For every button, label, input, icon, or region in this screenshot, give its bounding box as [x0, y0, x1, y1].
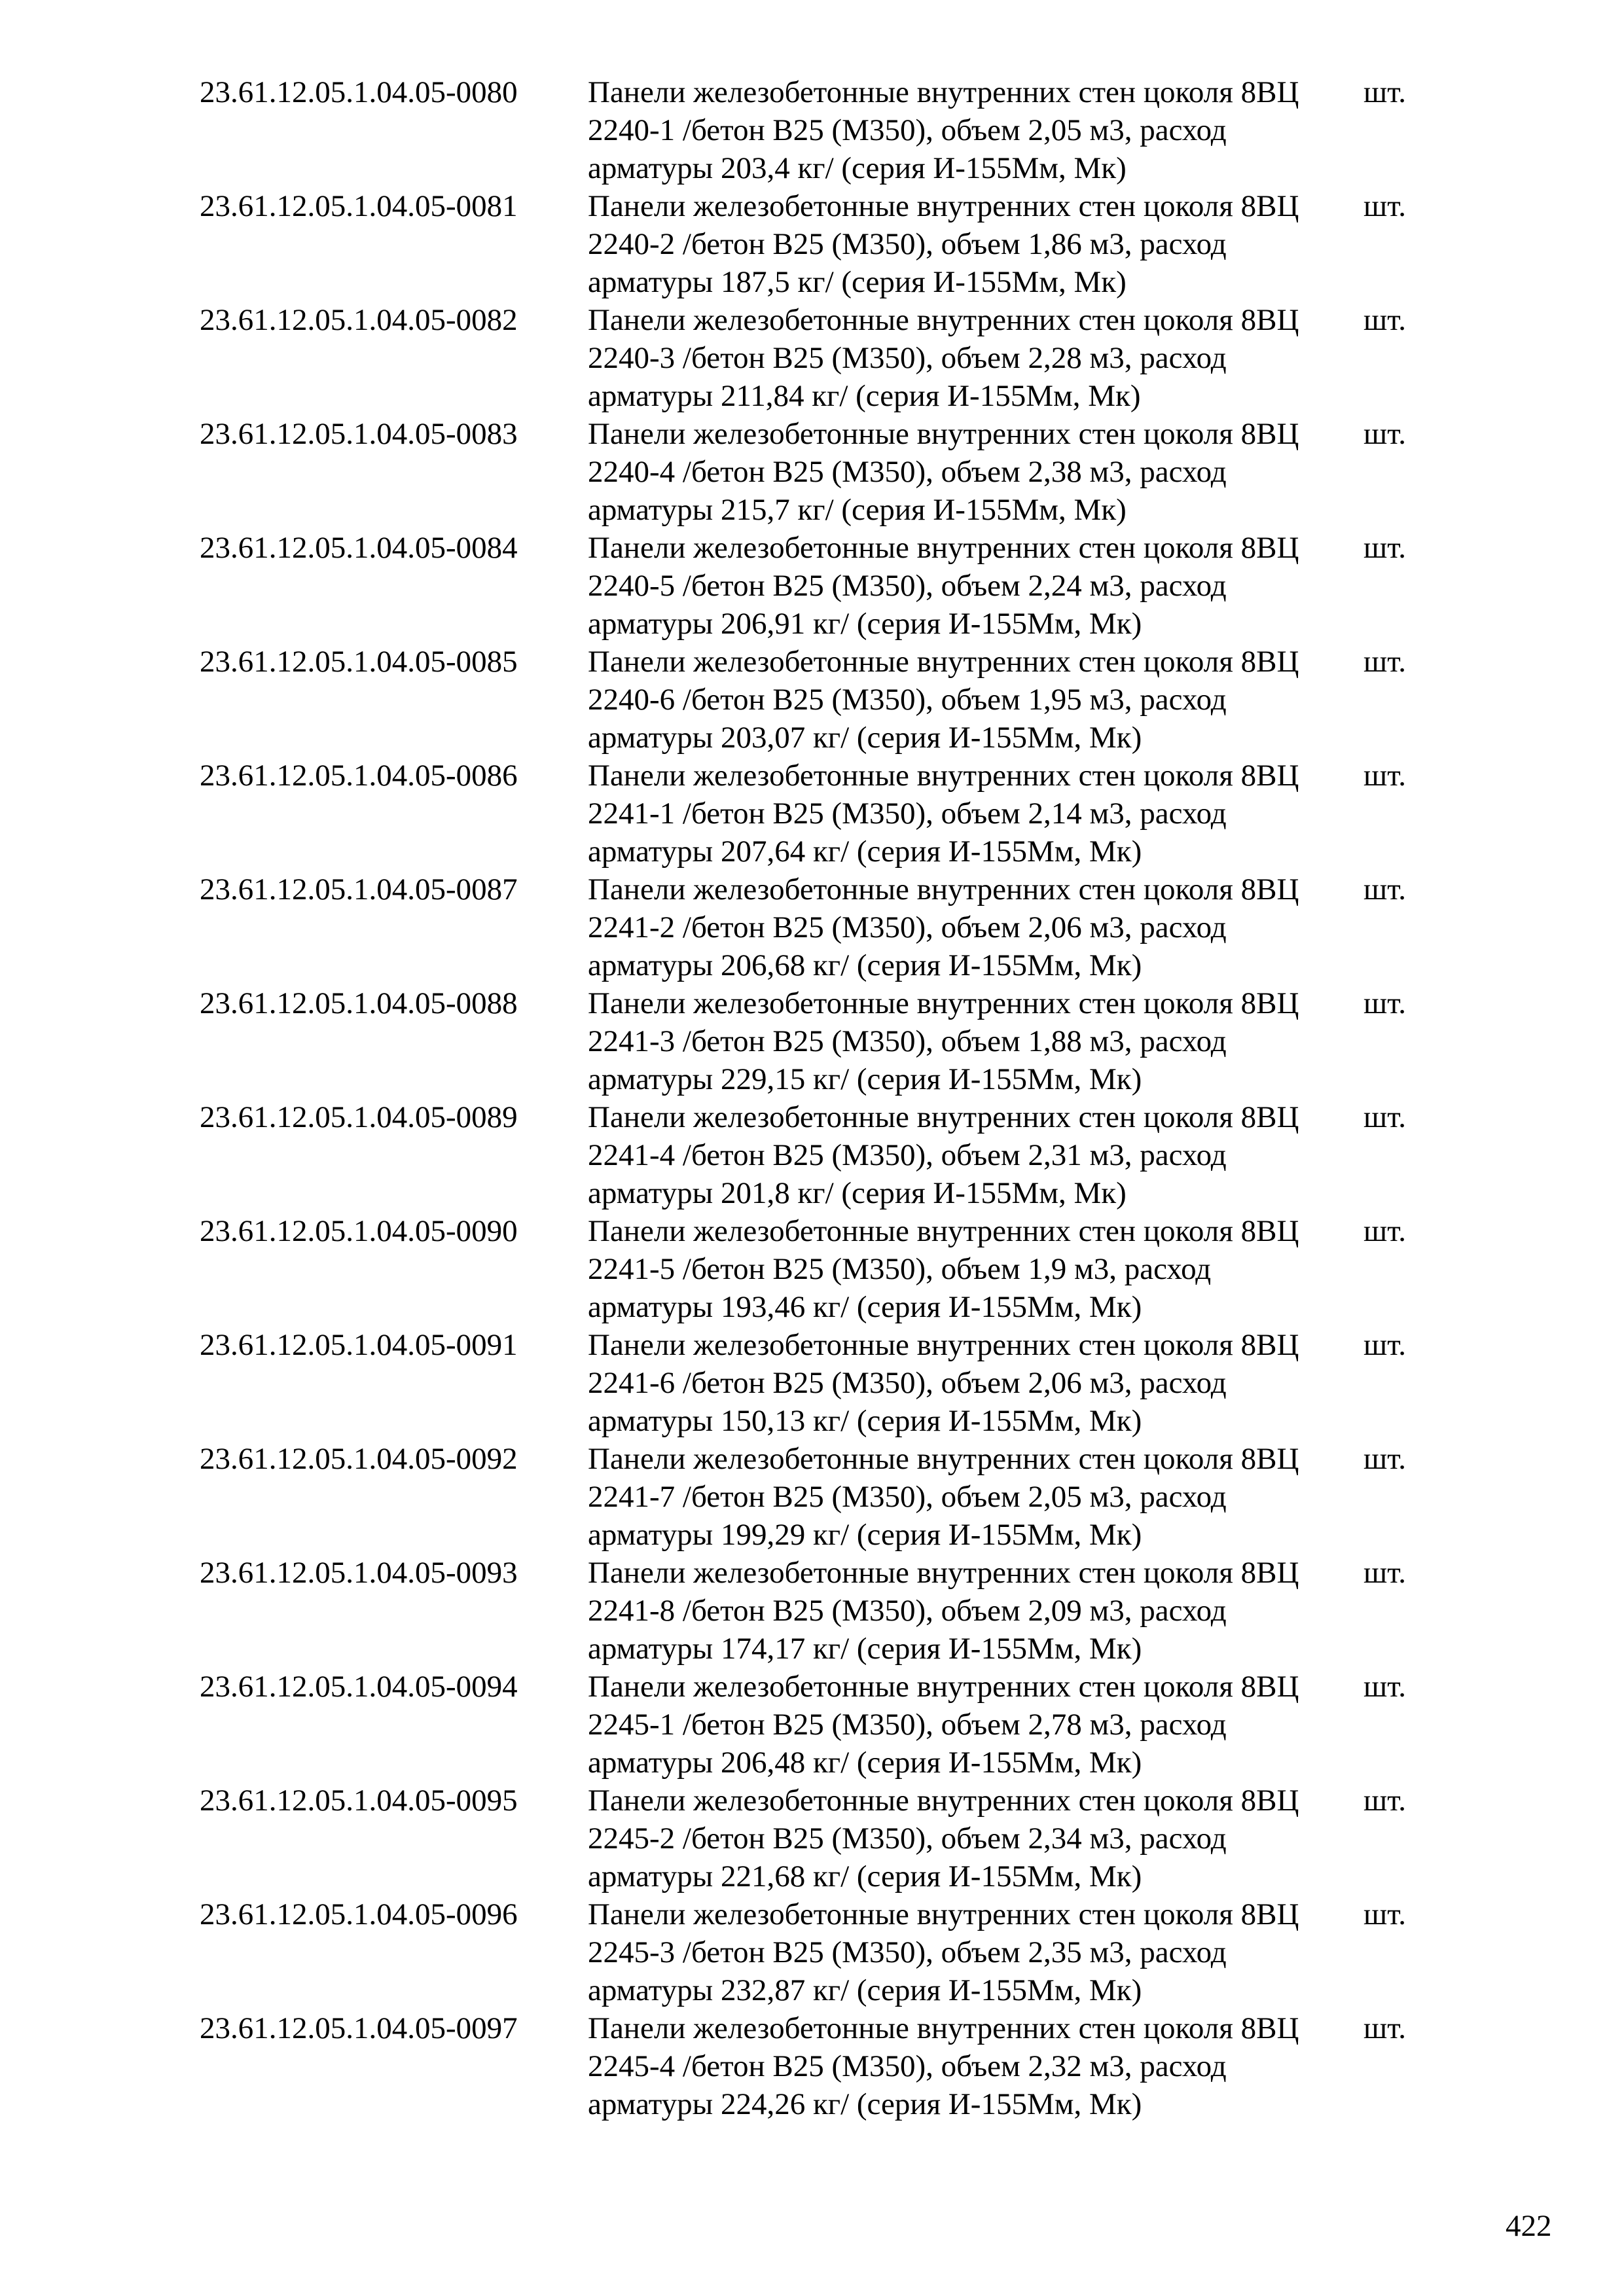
list-item: [200, 415, 1443, 529]
resource-description: [588, 415, 1406, 529]
description-line: 2241-2 /бетон В25 (М350), объем 2,06 м3, расход: [588, 910, 1227, 944]
list-item: [200, 1326, 1443, 1440]
description-lines: [588, 1782, 1356, 1895]
description-line: Панели железобетонные внутренних стен цоколя 8ВЦ: [588, 645, 1299, 679]
unit-of-measure: шт.: [1363, 1100, 1406, 1134]
list-item: [200, 1668, 1443, 1782]
resource-code: 23.61.12.05.1.04.05-0090: [200, 1214, 518, 1248]
description-line: арматуры 224,26 кг/ (серия И-155Мм, Мк): [588, 2087, 1142, 2121]
description-line: 2241-4 /бетон В25 (М350), объем 2,31 м3, расход: [588, 1138, 1227, 1172]
description-line: Панели железобетонные внутренних стен цоколя 8ВЦ: [588, 759, 1299, 793]
description-line: 2241-6 /бетон В25 (М350), объем 2,06 м3, расход: [588, 1366, 1227, 1400]
description-line: Панели железобетонные внутренних стен цоколя 8ВЦ: [588, 1556, 1299, 1590]
resource-description: [588, 984, 1406, 1098]
list-item: [200, 757, 1443, 870]
resource-code: 23.61.12.05.1.04.05-0086: [200, 759, 518, 793]
description-lines: [588, 1098, 1356, 1212]
list-item: [200, 1895, 1443, 2009]
description-line: Панели железобетонные внутренних стен цоколя 8ВЦ: [588, 75, 1299, 109]
description-line: 2245-2 /бетон В25 (М350), объем 2,34 м3, расход: [588, 1821, 1227, 1856]
description-line: Панели железобетонные внутренних стен цоколя 8ВЦ: [588, 303, 1299, 337]
list-item: [200, 301, 1443, 415]
resource-description: [588, 1554, 1406, 1668]
list-item: [200, 1440, 1443, 1554]
description-lines: [588, 1895, 1356, 2009]
list-item: [200, 1098, 1443, 1212]
description-lines: [588, 870, 1356, 984]
description-line: 2245-1 /бетон В25 (М350), объем 2,78 м3, расход: [588, 1708, 1227, 1742]
description-line: арматуры 193,46 кг/ (серия И-155Мм, Мк): [588, 1290, 1142, 1324]
description-line: Панели железобетонные внутренних стен цоколя 8ВЦ: [588, 1328, 1299, 1362]
description-line: арматуры 232,87 кг/ (серия И-155Мм, Мк): [588, 1973, 1142, 2007]
resource-code: 23.61.12.05.1.04.05-0087: [200, 872, 518, 906]
resource-description: [588, 73, 1406, 187]
resource-description: [588, 870, 1406, 984]
description-line: арматуры 206,48 кг/ (серия И-155Мм, Мк): [588, 1746, 1142, 1780]
description-line: арматуры 215,7 кг/ (серия И-155Мм, Мк): [588, 493, 1127, 527]
unit-of-measure: шт.: [1363, 645, 1406, 679]
unit-of-measure: шт.: [1363, 1214, 1406, 1248]
unit-of-measure: шт.: [1363, 1670, 1406, 1704]
resource-code: 23.61.12.05.1.04.05-0089: [200, 1100, 518, 1134]
resource-list: [200, 73, 1443, 2123]
description-lines: [588, 757, 1356, 870]
description-lines: [588, 301, 1356, 415]
list-item: [200, 529, 1443, 643]
description-line: 2241-1 /бетон В25 (М350), объем 2,14 м3, расход: [588, 797, 1227, 831]
resource-code: 23.61.12.05.1.04.05-0096: [200, 1897, 518, 1931]
unit-of-measure: шт.: [1363, 1442, 1406, 1476]
list-item: [200, 1212, 1443, 1326]
unit-of-measure: шт.: [1363, 872, 1406, 906]
description-line: Панели железобетонные внутренних стен цоколя 8ВЦ: [588, 417, 1299, 451]
resource-description: [588, 1440, 1406, 1554]
unit-of-measure: шт.: [1363, 189, 1406, 223]
unit-of-measure: шт.: [1363, 1784, 1406, 1818]
description-line: 2241-8 /бетон В25 (М350), объем 2,09 м3, расход: [588, 1594, 1227, 1628]
description-lines: [588, 643, 1356, 757]
resource-description: [588, 1212, 1406, 1326]
description-line: 2240-5 /бетон В25 (М350), объем 2,24 м3, расход: [588, 569, 1227, 603]
list-item: [200, 187, 1443, 301]
description-line: арматуры 206,91 кг/ (серия И-155Мм, Мк): [588, 607, 1142, 641]
description-line: Панели железобетонные внутренних стен цоколя 8ВЦ: [588, 1442, 1299, 1476]
description-line: Панели железобетонные внутренних стен цоколя 8ВЦ: [588, 1670, 1299, 1704]
resource-description: [588, 757, 1406, 870]
resource-description: [588, 1895, 1406, 2009]
resource-code: 23.61.12.05.1.04.05-0092: [200, 1442, 518, 1476]
description-line: Панели железобетонные внутренних стен цоколя 8ВЦ: [588, 1100, 1299, 1134]
description-lines: [588, 2009, 1356, 2123]
resource-description: [588, 643, 1406, 757]
resource-description: [588, 1668, 1406, 1782]
description-line: арматуры 203,4 кг/ (серия И-155Мм, Мк): [588, 151, 1127, 185]
unit-of-measure: шт.: [1363, 303, 1406, 337]
description-line: арматуры 229,15 кг/ (серия И-155Мм, Мк): [588, 1062, 1142, 1096]
description-line: 2240-4 /бетон В25 (М350), объем 2,38 м3, расход: [588, 455, 1227, 489]
unit-of-measure: шт.: [1363, 417, 1406, 451]
resource-code: 23.61.12.05.1.04.05-0082: [200, 303, 518, 337]
resource-code: 23.61.12.05.1.04.05-0091: [200, 1328, 518, 1362]
list-item: [200, 73, 1443, 187]
description-line: Панели железобетонные внутренних стен цоколя 8ВЦ: [588, 2011, 1299, 2045]
unit-of-measure: шт.: [1363, 759, 1406, 793]
page-number: 422: [1506, 2209, 1552, 2243]
description-line: арматуры 221,68 кг/ (серия И-155Мм, Мк): [588, 1859, 1142, 1893]
resource-code: 23.61.12.05.1.04.05-0084: [200, 531, 518, 565]
description-line: 2240-3 /бетон В25 (М350), объем 2,28 м3, расход: [588, 341, 1227, 375]
description-line: арматуры 150,13 кг/ (серия И-155Мм, Мк): [588, 1404, 1142, 1438]
description-line: Панели железобетонные внутренних стен цоколя 8ВЦ: [588, 872, 1299, 906]
description-line: арматуры 199,29 кг/ (серия И-155Мм, Мк): [588, 1518, 1142, 1552]
unit-of-measure: шт.: [1363, 75, 1406, 109]
resource-description: [588, 2009, 1406, 2123]
description-line: Панели железобетонные внутренних стен цоколя 8ВЦ: [588, 189, 1299, 223]
list-item: [200, 643, 1443, 757]
description-line: 2241-3 /бетон В25 (М350), объем 1,88 м3, расход: [588, 1024, 1227, 1058]
description-line: арматуры 203,07 кг/ (серия И-155Мм, Мк): [588, 721, 1142, 755]
description-line: 2240-1 /бетон В25 (М350), объем 2,05 м3, расход: [588, 113, 1227, 147]
description-line: арматуры 174,17 кг/ (серия И-155Мм, Мк): [588, 1632, 1142, 1666]
description-line: 2240-6 /бетон В25 (М350), объем 1,95 м3, расход: [588, 683, 1227, 717]
list-item: [200, 1782, 1443, 1895]
resource-description: [588, 529, 1406, 643]
unit-of-measure: шт.: [1363, 1897, 1406, 1931]
resource-code: 23.61.12.05.1.04.05-0083: [200, 417, 518, 451]
description-line: арматуры 211,84 кг/ (серия И-155Мм, Мк): [588, 379, 1141, 413]
description-line: арматуры 207,64 кг/ (серия И-155Мм, Мк): [588, 834, 1142, 869]
description-line: 2245-4 /бетон В25 (М350), объем 2,32 м3, расход: [588, 2049, 1227, 2083]
resource-code: 23.61.12.05.1.04.05-0085: [200, 645, 518, 679]
description-line: арматуры 187,5 кг/ (серия И-155Мм, Мк): [588, 265, 1127, 299]
description-lines: [588, 73, 1356, 187]
description-lines: [588, 187, 1356, 301]
resource-description: [588, 301, 1406, 415]
description-line: 2240-2 /бетон В25 (М350), объем 1,86 м3, расход: [588, 227, 1227, 261]
resource-code: 23.61.12.05.1.04.05-0093: [200, 1556, 518, 1590]
description-line: 2245-3 /бетон В25 (М350), объем 2,35 м3, расход: [588, 1935, 1227, 1969]
unit-of-measure: шт.: [1363, 1556, 1406, 1590]
list-item: [200, 870, 1443, 984]
description-line: Панели железобетонные внутренних стен цоколя 8ВЦ: [588, 1214, 1299, 1248]
description-line: арматуры 206,68 кг/ (серия И-155Мм, Мк): [588, 948, 1142, 982]
description-lines: [588, 1212, 1356, 1326]
unit-of-measure: шт.: [1363, 2011, 1406, 2045]
description-lines: [588, 1326, 1356, 1440]
list-item: [200, 1554, 1443, 1668]
resource-description: [588, 1326, 1406, 1440]
list-item: [200, 984, 1443, 1098]
list-item: [200, 2009, 1443, 2123]
description-line: Панели железобетонные внутренних стен цоколя 8ВЦ: [588, 531, 1299, 565]
description-line: Панели железобетонные внутренних стен цоколя 8ВЦ: [588, 1897, 1299, 1931]
resource-code: 23.61.12.05.1.04.05-0088: [200, 986, 518, 1020]
resource-description: [588, 1098, 1406, 1212]
unit-of-measure: шт.: [1363, 531, 1406, 565]
unit-of-measure: шт.: [1363, 986, 1406, 1020]
description-lines: [588, 415, 1356, 529]
description-line: арматуры 201,8 кг/ (серия И-155Мм, Мк): [588, 1176, 1127, 1210]
resource-code: 23.61.12.05.1.04.05-0095: [200, 1784, 518, 1818]
description-line: 2241-7 /бетон В25 (М350), объем 2,05 м3, расход: [588, 1480, 1227, 1514]
description-lines: [588, 984, 1356, 1098]
resource-code: 23.61.12.05.1.04.05-0097: [200, 2011, 518, 2045]
description-lines: [588, 529, 1356, 643]
resource-code: 23.61.12.05.1.04.05-0080: [200, 75, 518, 109]
unit-of-measure: шт.: [1363, 1328, 1406, 1362]
description-line: Панели железобетонные внутренних стен цоколя 8ВЦ: [588, 1784, 1299, 1818]
description-lines: [588, 1554, 1356, 1668]
resource-code: 23.61.12.05.1.04.05-0094: [200, 1670, 518, 1704]
description-line: Панели железобетонные внутренних стен цоколя 8ВЦ: [588, 986, 1299, 1020]
description-line: 2241-5 /бетон В25 (М350), объем 1,9 м3, расход: [588, 1252, 1212, 1286]
description-lines: [588, 1440, 1356, 1554]
resource-description: [588, 1782, 1406, 1895]
description-lines: [588, 1668, 1356, 1782]
resource-code: 23.61.12.05.1.04.05-0081: [200, 189, 518, 223]
resource-description: [588, 187, 1406, 301]
